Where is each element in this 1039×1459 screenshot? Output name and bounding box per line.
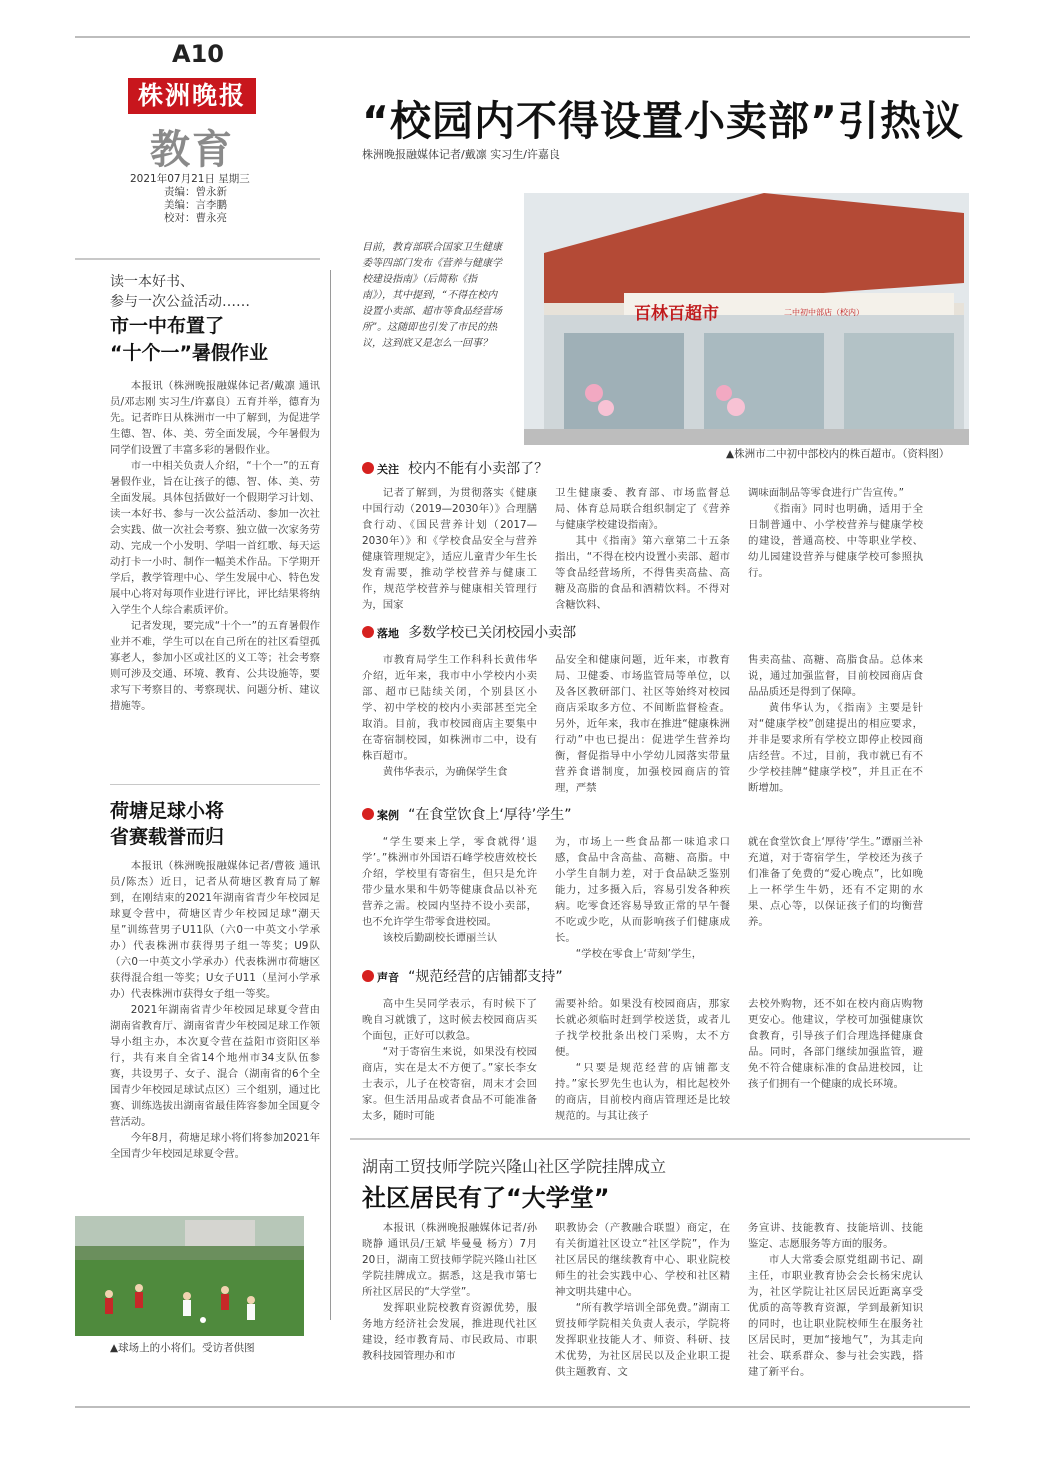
section2-tag: 落地 xyxy=(377,627,399,640)
bottom-kicker: 湖南工贸技师学院兴隆山社区学院挂牌成立 xyxy=(362,1157,667,1176)
section-dot-icon xyxy=(362,462,374,474)
section2-para-2: 黄伟华表示，为确保学生食 xyxy=(382,766,508,778)
section4-para-5: 去校外购物，还不如在校内商店购物更安心。他建议，学校可加强健康饮食教育，引导孩子们合理选择健康食品。同时，各部门继续加强监管，避免不符合健康标准的食品进校园，让孩子们拥有一个健康的成长环境。 xyxy=(748,998,923,1090)
section2-para-5: 黄伟华认为，《指南》主要是针对“健康学校”创建提出的相应要求，并非是要求所有学校立即停止校园商店经营。不过，目前，我市就已有不少学校挂牌“健康学校”，并且正在不断增加。 xyxy=(748,702,923,794)
bottom-rule xyxy=(75,1406,970,1408)
main-intro: 目前，教育部联合国家卫生健康委等四部门发布《营养与健康学校建设指南》（后简称《指南》），其中提到，“不得在校内设置小卖部、超市等食品经营场所”。这随即也引发了市民的热议，这到底又是怎么一回事？ xyxy=(362,242,502,349)
bottom-title: 社区居民有了“大学堂” xyxy=(362,1184,610,1212)
section2-para-1: 市教育局学生工作科科长黄伟华介绍，近年来，我市中小学校内小卖部、超市已陆续关闭，个别县区小学、初中学校的校内小卖部甚至完全取消。目前，我市校园商店主要集中在寄宿制校园，如株洲市二中，设有株百超市。 xyxy=(362,654,537,762)
story2-title-1: 荷塘足球小将 xyxy=(110,800,225,822)
left-divider-mid xyxy=(110,784,320,785)
section1-para-2: 卫生健康委、教育部、市场监督总局、体育总局联合组织制定了《营养与健康学校建设指南》。 xyxy=(555,487,730,531)
story2-para-1: 本报讯（株洲晚报融媒体记者/曹筱 通讯员/陈杰）近日，记者从荷塘区教育局了解到，在刚结束的2021年湖南省青少年校园足球夏令营中，荷塘区青少年校园足球“潮天星”训练营男子U11队（六0一中英文小学承办）代表株洲市获得男子组一等奖；U9队（六0一中英文小学承办）代表株洲市荷塘区获得混合组一等奖；U女子U11（星河小学承办）代表株洲市获得女子组一等奖。 xyxy=(110,860,320,1000)
section2-col2 xyxy=(555,652,730,796)
bottom-story-rule xyxy=(350,1138,970,1140)
section4-tag: 声音 xyxy=(377,971,399,984)
proof-credit: 校对：曹永亮 xyxy=(164,212,227,224)
bottom-para-5: 务宣讲、技能教育、技能培训、技能鉴定、志愿服务等方面的服务。 xyxy=(748,1222,923,1250)
store-photo-caption: ▲株洲市二中初中部校内的株百超市。（资料图） xyxy=(726,448,950,460)
section4-col1 xyxy=(362,996,537,1124)
bottom-col2 xyxy=(555,1220,730,1380)
page-number: A10 xyxy=(172,40,224,68)
section4-para-2: “对于寄宿生来说，如果没有校园商店，实在是太不方便了。”家长李女士表示，儿子在校寄宿，周末才会回家。但生活用品或者食品不可能准备太多，随时可能 xyxy=(362,1046,537,1122)
bottom-col1 xyxy=(362,1220,537,1364)
section4-col3 xyxy=(748,996,923,1092)
main-headline: “校园内不得设置小卖部”引热议 xyxy=(362,97,964,145)
section3-head xyxy=(362,804,572,825)
section3-col1 xyxy=(362,834,537,946)
story1-title-2: “十个一”暑假作业 xyxy=(110,342,268,364)
bottom-para-2: 发挥职业院校教育资源优势，服务地方经济社会发展，推进现代社区建设，经市教育局、市民政局、市职教科技园管理办和市 xyxy=(362,1302,537,1362)
section3-tag: 案例 xyxy=(377,809,399,822)
top-rule xyxy=(75,36,970,38)
section3-title: “在食堂饮食上‘厚待’学生” xyxy=(408,807,572,823)
store-sign: 百林百超市 xyxy=(634,304,719,324)
football-photo xyxy=(75,1216,304,1336)
section2-col3 xyxy=(748,652,923,796)
section4-para-1: 高中生吴同学表示，有时候下了晚自习就饿了，这时候去校园商店买个面包，正好可以救急。 xyxy=(362,998,537,1042)
section-dot-icon xyxy=(362,626,374,638)
story2-body xyxy=(110,858,320,1162)
section1-para-5: 《指南》同时也明确，适用于全日制普通中、小学校营养与健康学校的建设，普通高校、中等职业学校、幼儿园建设营养与健康学校可参照执行。 xyxy=(748,503,923,579)
story1-title-1: 市一中布置了 xyxy=(110,315,225,337)
section4-title: “规范经营的店铺都支持” xyxy=(408,969,563,985)
section2-head xyxy=(362,622,576,643)
story2-para-2: 2021年湖南省青少年校园足球夏令营由湖南省教育厅、湖南省青少年校园足球工作领导小组主办，本次夏令营在益阳市资阳区举行，共有来自全省14个地州市34支队伍参赛，共设男子、女子、混合（湖南省的6个全国青少年校园足球试点区）三个组别，通过比赛、训练选拔出湖南省最佳阵容参加全国夏令营活动。 xyxy=(110,1004,320,1128)
football-scene-icon xyxy=(75,1216,304,1336)
football-photo-caption: ▲球场上的小将们。受访者供图 xyxy=(110,1342,255,1354)
store-sign-sub: 二中初中部店（校内） xyxy=(784,308,864,317)
section4-para-3: 需要补给。如果没有校园商店，那家长就必须临时赶到学校送货，或者儿子找学校批条出校门采购，太不方便。 xyxy=(555,998,730,1058)
section1-head xyxy=(362,458,548,479)
section1-col3 xyxy=(748,485,923,581)
bottom-para-4: “所有教学培训全部免费。”湖南工贸技师学院相关负责人表示，学院将发挥职业技能人才、师资、科研、技术优势，为社区居民以及企业职工提供主题教育、文 xyxy=(555,1302,730,1378)
story1-kicker-1: 读一本好书、 xyxy=(110,274,194,290)
main-byline: 株洲晚报融媒体记者/戴凛 实习生/许嘉良 xyxy=(362,148,560,161)
designer-credit: 美编：言李鹏 xyxy=(164,199,227,211)
story2-title-2: 省赛载誉而归 xyxy=(110,826,225,848)
section3-para-5: 就在食堂饮食上‘厚待’学生。”谭丽兰补充道，对于寄宿学生，学校还为孩子们准备了免费的“爱心晚点”，比如晚上一杯学生牛奶，还有不定期的水果、点心等，以保证孩子们的均衡营养。 xyxy=(748,836,923,928)
school-store-scene-icon xyxy=(524,193,969,445)
section4-head xyxy=(362,966,563,987)
section3-para-3: 为，市场上一些食品都一味追求口感，食品中含高盐、高糖、高脂。中小学生自制力差，对于食品缺乏鉴别能力，过多摄入后，容易引发各种疾病。吃零食还容易导致正常的早午餐不吃或少吃，从而影响孩子们健康成长。 xyxy=(555,836,730,944)
section2-para-3: 品安全和健康问题，近年来，市教育局、卫健委、市场监管局等单位，以及各区教研部门、社区等始终对校园商店采取多方位、不间断监督检查。另外，近年来，我市在推进“健康株洲行动”中也已提出：促进学生营养均衡，督促指导中小学幼儿园落实带量营养食谱制度，加强校园商店的管理，严禁 xyxy=(555,654,730,794)
story2-para-3: 今年8月，荷塘足球小将们将参加2021年全国青少年校园足球夏令营。 xyxy=(110,1132,320,1160)
story1-para-3: 记者发现，要完成“十个一”的五育暑假作业并不难，学生可以在自己所在的社区看望孤寡老人，参加小区或社区的义工等；社会考察则可涉及交通、环境、教育、公共设施等，要求写下考察目的、考察现状、问题分析、建议措施等。 xyxy=(110,620,320,712)
section2-para-4: 售卖高盐、高糖、高脂食品。总体来说，通过加强监督，目前校园商店食品品质还是得到了保障。 xyxy=(748,654,923,698)
section2-col1 xyxy=(362,652,537,780)
column-divider xyxy=(330,270,331,1320)
bottom-para-6: 市人大常委会原党组副书记、副主任，市职业教育协会会长杨宋虎认为，社区学院让社区居民近距离享受优质的高等教育资源，学到最新知识的同时，也让职业院校师生在服务社区居民时，更加“接地气”，为其走向社会、联系群众、参与社会实践，搭建了新平台。 xyxy=(748,1254,923,1378)
section3-para-1: “学生要来上学，零食就得‘退学’。”株洲市外国语石峰学校唐效校长介绍，学校里有寄宿生，但只是允许带少量水果和牛奶等健康食品以补充营养之需。校园内坚持不设小卖部，也不允许学生带零食进校园。 xyxy=(362,836,537,928)
section4-para-4: “只要是规范经营的店铺都支持。”家长罗先生也认为，相比起校外的商店，目前校内商店管理还是比较规范的。与其让孩子 xyxy=(555,1062,730,1122)
editor-credit: 责编：曾永新 xyxy=(164,186,227,198)
section4-col2 xyxy=(555,996,730,1124)
bottom-col3 xyxy=(748,1220,923,1380)
story1-para-1: 本报讯（株洲晚报融媒体记者/戴凛 通讯员/邓志刚 实习生/许嘉良）五育并举，德育为先。记者昨日从株洲市一中了解到，为促进学生德、智、体、美、劳全面发展，今年暑假为同学们设置了丰富多彩的暑假作业。 xyxy=(110,380,320,456)
section1-col2 xyxy=(555,485,730,613)
section1-tag: 关注 xyxy=(377,463,399,476)
section1-title: 校内不能有小卖部了？ xyxy=(408,461,549,477)
story1-kicker-2: 参与一次公益活动…… xyxy=(110,294,250,310)
section2-title: 多数学校已关闭校园小卖部 xyxy=(408,625,577,641)
section3-col3 xyxy=(748,834,923,930)
story1-body xyxy=(110,378,320,714)
section1-para-4: 调味面制品等零食进行广告宣传。” xyxy=(748,487,905,499)
section-title: 教育 xyxy=(150,126,234,173)
bottom-para-1: 本报讯（株洲晚报融媒体记者/孙晓静 通讯员/王斌 毕曼曼 杨方）7月20日，湖南工贸技师学院兴隆山社区学院挂牌成立。据悉，这是我市第七所社区居民的“大学堂”。 xyxy=(362,1222,537,1298)
section1-col1 xyxy=(362,485,537,613)
bottom-para-3: 职教协会（产教融合联盟）商定，在有关街道社区设立“社区学院”，作为社区居民的继续教育中心、职业院校师生的社会实践中心、学校和社区精神文明共建中心。 xyxy=(555,1222,730,1298)
section3-para-2: 该校后勤副校长谭丽兰认 xyxy=(382,932,498,944)
section3-col2 xyxy=(555,834,730,962)
section1-para-1: 记者了解到，为贯彻落实《健康中国行动（2019—2030年）》合理膳食行动、《国民营养计划（2017—2030年）》和《学校食品安全与营养健康管理规定》，适应儿童青少年生长发育需要，推动学校营养与健康工作，规范学校营养与健康相关管理行为，国家 xyxy=(362,487,537,611)
issue-date: 2021年07月21日 星期三 xyxy=(130,173,250,185)
section1-para-3: 其中《指南》第六章第二十五条指出，“不得在校内设置小卖部、超市等食品经营场所，不得售卖高盐、高糖及高脂的食品和酒精饮料。不得对含糖饮料、 xyxy=(555,535,730,611)
school-store-photo xyxy=(524,193,969,445)
section-dot-icon xyxy=(362,808,374,820)
section3-para-4: “学校在零食上‘苛刻’学生， xyxy=(575,948,703,960)
left-divider-top xyxy=(75,258,320,260)
section-dot-icon xyxy=(362,970,374,982)
newspaper-logo: 株洲晚报 xyxy=(128,78,256,114)
story1-para-2: 市一中相关负责人介绍，“十个一”的五育暑假作业，旨在让孩子的德、智、体、美、劳全面发展。具体包括做好一个假期学习计划、读一本好书、参与一次公益活动、参加一次社会实践、做一次社会考察、独立做一次家务劳动、完成一个小发明、学唱一首红歌、每天运动打卡一小时、制作一幅美术作品。下学期开学后，教学管理中心、学生发展中心、特色发展中心将对每项作业进行评比，评比结果将纳入学生个人综合素质评价。 xyxy=(110,460,320,616)
